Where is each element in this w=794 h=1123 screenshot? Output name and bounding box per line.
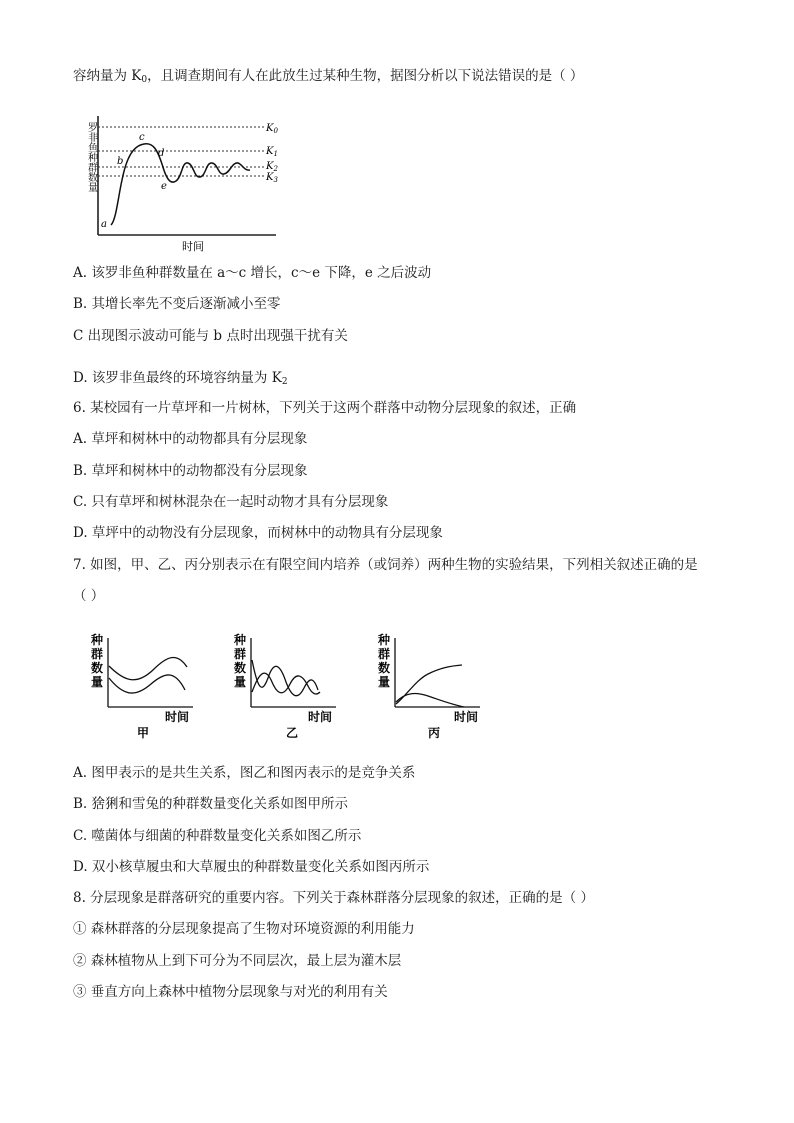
population-curve [111,144,250,225]
k2-label: $K_2$ [266,161,278,173]
xlabel: 时间 [454,710,479,724]
point-c: c [139,132,145,143]
series-curve-loser [396,694,464,707]
xlabel: 时间 [165,710,190,724]
q7-option-d: D. 双小核草履虫和大草履虫的种群数量变化关系如图丙所示 [73,859,430,875]
series-curve-upper [109,657,187,679]
ylabel-char: 种 [378,633,391,647]
xlabel: 时间 [308,710,333,724]
ylabel-char: 量 [378,675,391,689]
q7-figure-jia [85,630,210,742]
caption-bing: 丙 [428,726,441,740]
q5-option-c: C 出现图示波动可能与 b 点时出现强干扰有关 [73,328,348,344]
ylabel-char: 种 [91,633,104,647]
q7-chart-jia [85,630,210,742]
series-curve-lower [109,675,185,693]
q5-option-d: D. 该罗非鱼最终的环境容纳量为 $K_2$ [73,370,288,387]
q5-option-a: A. 该罗非鱼种群数量在 a～c 增长，c～e 下降，e 之后波动 [73,265,432,281]
point-b: b [117,156,124,167]
ylabel-char: 数 [234,661,247,675]
ylabel-char: 群 [234,647,247,661]
q7-figure-bing [372,630,497,742]
ylabel-char: 数 [91,661,104,675]
q6-option-c: C. 只有草坪和树林混杂在一起时动物才具有分层现象 [73,494,389,510]
ylabel-char: 群 [91,647,104,661]
ylabel-char: 种 [234,633,247,647]
k0-label: $K_0$ [266,123,278,135]
q5-option-b: B. 其增长率先不变后逐渐减小至零 [73,296,281,312]
q5-stem: 容纳量为 $K_0$，且调查期间有人在此放生过某种生物，据图分析以下说法错误的是（ ） [73,68,584,85]
q7-option-a: A. 图甲表示的是共生关系，图乙和图丙表示的是竞争关系 [73,765,416,781]
q5-ylabel: 罗非鱼种群数量 [85,122,97,192]
q7-chart-yi [228,630,353,742]
q7-option-c: C. 噬菌体与细菌的种群数量变化关系如图乙所示 [73,828,362,844]
q6-option-a: A. 草坪和树林中的动物都具有分层现象 [73,431,308,447]
q8-item-3: ③ 垂直方向上森林中植物分层现象与对光的利用有关 [73,984,388,1000]
ylabel-char: 数 [378,661,391,675]
k1-label: $K_1$ [266,146,278,158]
q6-option-b: B. 草坪和树林中的动物都没有分层现象 [73,463,308,479]
point-e: e [161,181,167,192]
q7-stem: 7. 如图，甲、乙、丙分别表示在有限空间内培养（或饲养）两种生物的实验结果，下列相关叙述正确的是 [73,557,698,573]
ylabel-char: 量 [234,675,247,689]
q8-item-2: ② 森林植物从上到下可分为不同层次，最上层为灌木层 [73,953,402,969]
q5-xlabel: 时间 [182,240,204,253]
point-a: a [101,219,107,230]
q6-option-d: D. 草坪中的动物没有分层现象，而树林中的动物具有分层现象 [73,525,443,541]
ylabel-char: 群 [378,647,391,661]
caption-jia: 甲 [137,726,150,740]
q7-figure-yi [228,630,353,742]
ylabel-char: 量 [91,675,104,689]
q5-population-figure [78,108,288,256]
q8-item-1: ① 森林群落的分层现象提高了生物对环境资源的利用能力 [73,921,415,937]
q6-stem: 6. 某校园有一片草坪和一片树林，下列关于这两个群落中动物分层现象的叙述，正确 [73,400,577,416]
k3-label: $K_3$ [266,172,278,184]
caption-yi: 乙 [286,726,299,740]
point-d: d [158,148,165,159]
q5-population-chart [78,108,288,256]
q7-chart-bing [372,630,497,742]
q7-option-b: B. 猞猁和雪兔的种群数量变化关系如图甲所示 [73,796,349,812]
series-curve-winner [396,665,462,704]
q8-stem: 8. 分层现象是群落研究的重要内容。下列关于森林群落分层现象的叙述，正确的是（ ） [73,890,594,906]
q7-paren: （ ） [73,588,105,604]
